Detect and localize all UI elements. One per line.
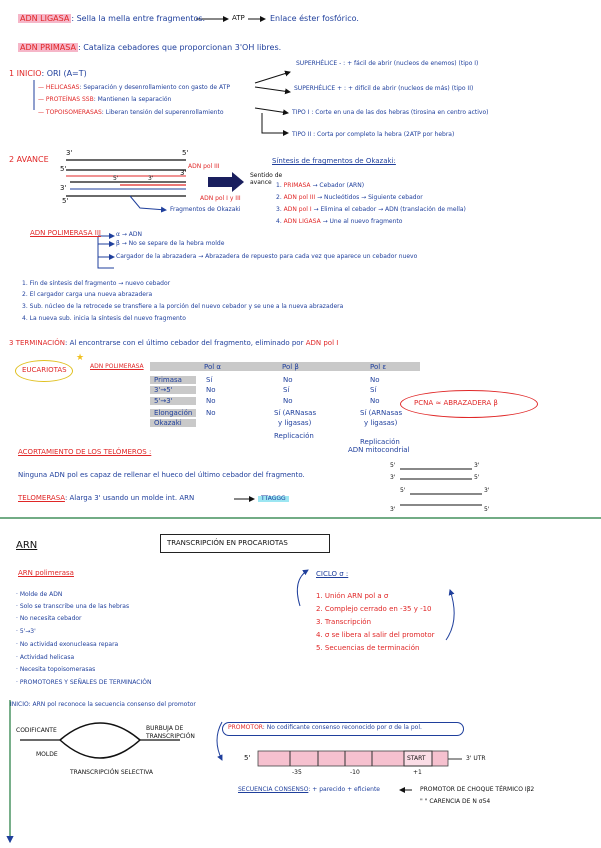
- avance-num: 2: [9, 155, 15, 164]
- star-icon: ★: [76, 353, 85, 363]
- adn-primasa-label: ADN PRIMASA: [20, 43, 76, 52]
- promotor-fuerte: PROMOTOR DE CHOQUE TÉRMICO Iβ2: [420, 786, 535, 793]
- sintesis-title: Síntesis de fragmentos de Okazaki:: [272, 157, 396, 165]
- arn-title: ARN: [16, 540, 38, 551]
- selectiva-label: TRANSCRIPCIÓN SELECTIVA: [70, 769, 153, 776]
- row-header: 5'→3': [150, 397, 196, 405]
- table-cell: y ligasas): [278, 419, 312, 427]
- telomerasa-text: : Alarga 3' usando un molde int. ARN: [64, 494, 195, 502]
- eucariotas-sub: ADN POLIMERASA: [90, 363, 144, 370]
- replicacion-label: Replicación: [360, 438, 400, 446]
- mitocondrial-label: ADN mitocondrial: [348, 446, 410, 454]
- table-cell: Sí (ARNasas: [360, 409, 403, 417]
- strand-end: 3': [484, 487, 490, 494]
- row-header: Okazaki: [150, 419, 196, 427]
- helicasas-text: : Separación y desenrollamiento con gasto de ATP: [79, 84, 230, 91]
- okazaki-label: Fragmentos de Okazaki: [170, 206, 241, 213]
- inicio-ori: : ORI (A=T): [41, 69, 87, 78]
- strand-end: 3': [390, 474, 396, 481]
- feature-item: · Necesita topoisomerasas: [16, 666, 96, 673]
- col-header: Pol ε: [370, 363, 387, 371]
- inicio-num: 1: [9, 69, 15, 78]
- burbuja-label: BURBUJA DE TRANSCRIPCIÓN: [146, 725, 195, 740]
- enlace-ester: Enlace éster fosfórico.: [270, 14, 359, 23]
- consenso-label: SECUENCIA CONSENSO: [238, 786, 309, 793]
- table-cell: No: [206, 409, 216, 417]
- strand-label: 5': [113, 175, 119, 182]
- telomerasa-line: [18, 495, 194, 502]
- table-cell: No: [370, 376, 380, 384]
- promotor-label: PROMOTOR: [228, 724, 263, 731]
- pol-iii-gamma: Cargador de la abrazadera → Abrazadera de repuesto para cada vez que aparece un cebador nuevo: [116, 253, 418, 260]
- replicacion-label: Replicación: [274, 432, 314, 440]
- codificante-label: CODIFICANTE: [16, 727, 57, 734]
- table-cell: No: [283, 397, 293, 405]
- superhelice-pos: SUPERHÉLICE + : + difícil de abrir (nucleos de más) (tipo II): [294, 85, 474, 92]
- pol-iii-title: ADN POLIMERASA III: [30, 229, 101, 237]
- ciclo-step: 3. Transcripción: [316, 618, 372, 626]
- consenso-text: : + parecido + eficiente: [308, 786, 380, 793]
- table-cell: No: [206, 397, 216, 405]
- strand-label: 5': [182, 149, 189, 157]
- okazaki-step-1: 1. PRIMASA → Cebador (ARN): [276, 182, 365, 189]
- helicasas-label: HELICASAS: [45, 84, 80, 91]
- promotor-text: : No codificante consenso reconocido por σ de la pol.: [262, 724, 422, 731]
- adn-ligasa-label: ADN LIGASA: [20, 14, 70, 23]
- table-cell: No: [370, 397, 380, 405]
- table-cell: Sí: [370, 386, 377, 394]
- avance-label: AVANCE: [16, 155, 49, 164]
- feature-item: · Actividad helicasa: [16, 654, 75, 661]
- avance-line: [9, 156, 49, 164]
- terminacion-line: [9, 340, 338, 347]
- okazaki-step-2: 2. ADN pol III → Nucleótidos → Siguiente cebador: [276, 194, 423, 201]
- transcripcion-title: TRANSCRIPCIÓN EN PROCARIOTAS: [167, 539, 288, 547]
- utr-label: 3' UTR: [466, 755, 486, 762]
- adn-ligasa-text: : Sella la mella entre fragmentos.: [71, 14, 206, 23]
- consenso-line: [238, 787, 380, 793]
- strand-end: 5': [474, 474, 480, 481]
- position-label: +1: [413, 769, 422, 776]
- strand-label: 3': [60, 184, 67, 192]
- pol-iii-beta: β → No se separe de la hebra molde: [116, 240, 225, 247]
- terminacion-num: 3: [9, 339, 14, 347]
- tipo-1: TIPO I : Corte en una de las dos hebras (tirosina en centro activo): [292, 109, 489, 116]
- adn-primasa-line: [18, 44, 281, 52]
- proteinas-label: PROTEÍNAS SSB: [45, 96, 94, 103]
- eucariotas-label: EUCARIOTAS: [22, 366, 67, 374]
- molde-label: MOLDE: [36, 751, 58, 758]
- position-label: -10: [350, 769, 360, 776]
- adn-pol-iii-label: ADN pol III: [188, 163, 220, 170]
- ciclo-step: 1. Unión ARN pol a σ: [316, 592, 389, 600]
- pcna-label: PCNA ≈ ABRAZADERA β: [414, 399, 498, 407]
- strand-label: 5': [60, 165, 67, 173]
- sentido-avance: Sentido de avance: [250, 172, 283, 187]
- feature-item: · PROMOTORES Y SEÑALES DE TERMINACIÓN: [16, 679, 152, 686]
- strand-label: 3': [180, 169, 187, 177]
- table-cell: No: [283, 376, 293, 384]
- okazaki-step-3: 3. ADN pol I → Elimina el cebador → ADN (translación de mella): [276, 206, 466, 213]
- adn-pol-i-label: ADN pol I y III: [200, 195, 241, 202]
- ciclo-step: 2. Complejo cerrado en -35 y -10: [316, 605, 432, 613]
- topo-text: : Liberan tensión del superenrollamiento: [101, 109, 224, 116]
- strand-end: 5': [400, 487, 406, 494]
- topo-label: TOPOISOMERASAS: [45, 109, 102, 116]
- table-cell: y ligasas): [364, 419, 398, 427]
- adn-ligasa-line: [18, 15, 205, 23]
- feature-item: · 5'→3': [16, 628, 36, 635]
- helicasas-line: — HELICASAS: Separación y desenrollamiento con gasto de ATP: [38, 84, 230, 91]
- five-prime: 5': [244, 754, 251, 762]
- strand-label: 3': [66, 149, 73, 157]
- strand-end: 5': [484, 506, 490, 513]
- topo-line: — TOPOISOMERASAS: Liberan tensión del superenrollamiento: [38, 109, 224, 116]
- pol-iii-item-1: 1. Fin de síntesis del fragmento → nuevo cebador: [22, 280, 171, 287]
- table-cell: Sí: [283, 386, 290, 394]
- strand-label: 3': [148, 175, 154, 182]
- pol-iii-item-2: 2. El cargador carga una nueva abrazadera: [22, 291, 153, 298]
- pol-iii-alpha: α → ADN: [116, 231, 143, 238]
- feature-item: · Solo se transcribe una de las hebras: [16, 603, 130, 610]
- telomerasa-label: TELOMERASA: [18, 494, 65, 502]
- row-header: Elongación: [150, 409, 196, 417]
- ciclo-step: 4. σ se libera al salir del promotor: [316, 631, 435, 639]
- arn-pol-title: ARN polimerasa: [18, 569, 74, 577]
- feature-item: · No actividad exonucleasa repara: [16, 641, 119, 648]
- pol-iii-item-3: 3. Sub. núcleo de la retrocede se transfiere a la porción del nuevo cebador y se une a la nueva abrazadera: [22, 303, 344, 310]
- carencia-label: " " CARENCIA DE N σ54: [420, 798, 491, 805]
- col-header: Pol β: [282, 363, 299, 371]
- position-label: -35: [292, 769, 302, 776]
- strand-end: 3': [474, 462, 480, 469]
- promotor-line: [228, 725, 422, 731]
- terminacion-label: TERMINACIÓN: [15, 339, 65, 347]
- strand-end: 3': [390, 506, 396, 513]
- proteinas-line: — PROTEÍNAS SSB: Mantienen la separación: [38, 96, 172, 103]
- okazaki-step-4: 4. ADN LIGASA → Une al nuevo fragmento: [276, 218, 403, 225]
- tipo-2: TIPO II : Corta por completo la hebra (2ATP por hebra): [292, 131, 455, 138]
- pol-iii-item-4: 4. La nueva sub. inicia la síntesis del nuevo fragmento: [22, 315, 186, 322]
- row-header: Primasa: [150, 376, 196, 384]
- proteinas-text: : Mantienen la separación: [93, 96, 172, 103]
- ciclo-title: CICLO σ :: [316, 570, 349, 578]
- table-cell: Sí (ARNasas: [274, 409, 317, 417]
- telomeros-title: ACORTAMIENTO DE LOS TELÓMEROS :: [18, 448, 152, 456]
- table-cell: No: [206, 386, 216, 394]
- terminacion-text: : Al encontrarse con el último cebador del fragmento, eliminado por: [64, 339, 304, 347]
- col-header: Pol α: [204, 363, 222, 371]
- superhelice-neg: SUPERHÉLICE - : + fácil de abrir (nucleos de enemos) (tipo I): [296, 60, 479, 67]
- telomere-sequence: TTAGGG: [258, 496, 289, 502]
- strand-label: 5': [62, 197, 69, 205]
- arn-inicio: INICIO: ARN pol reconoce la secuencia consenso del promotor: [10, 701, 196, 708]
- ciclo-step: 5. Secuencias de terminación: [316, 644, 420, 652]
- feature-item: · Molde de ADN: [16, 591, 63, 598]
- inicio-label: INICIO: [16, 69, 42, 78]
- row-header: 3'→5': [150, 386, 196, 394]
- atp-label: ATP: [232, 14, 245, 22]
- telomeros-text: Ninguna ADN pol es capaz de rellenar el hueco del último cebador del fragmento.: [18, 471, 305, 479]
- feature-item: · No necesita cebador: [16, 615, 82, 622]
- terminacion-pol: ADN pol I: [305, 339, 339, 347]
- strand-end: 5': [390, 462, 396, 469]
- inicio-line: [9, 70, 87, 78]
- start-label: START: [407, 755, 426, 762]
- adn-primasa-text: : Cataliza cebadores que proporcionan 3'OH libres.: [77, 43, 282, 52]
- table-cell: Sí: [206, 376, 213, 384]
